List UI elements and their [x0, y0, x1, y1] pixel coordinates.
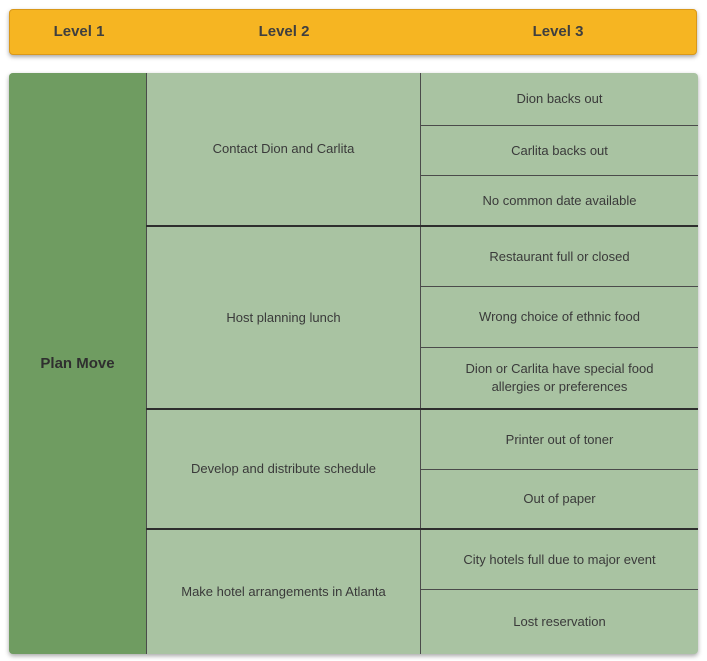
level-3-cell: Out of paper	[523, 491, 596, 506]
header-level-3: Level 3	[532, 23, 584, 40]
level-2-cell: Contact Dion and Carlita	[212, 141, 355, 156]
level-3-cell: Lost reservation	[513, 614, 606, 629]
level-2-cell: Host planning lunch	[226, 309, 341, 325]
level-2-cell: Make hotel arrangements in Atlanta	[181, 584, 386, 599]
header-bar	[9, 9, 697, 55]
level-1-cell: Plan Move	[9, 73, 146, 654]
level-3-cell: Dion or Carlita have special food allergies or preferences	[465, 361, 654, 394]
level-3-cell: City hotels full due to major event	[463, 551, 656, 567]
level-3-cell: Printer out of toner	[505, 431, 614, 447]
level-3-cell: Dion backs out	[516, 91, 603, 106]
level-3-cell: Restaurant full or closed	[489, 248, 630, 264]
level-3-cell: Wrong choice of ethnic food	[479, 309, 640, 324]
level-2-cell: Develop and distribute schedule	[190, 461, 376, 476]
level-3-cell: No common date available	[482, 192, 637, 208]
wbs-table	[9, 73, 698, 654]
header-level-1: Level 1	[53, 23, 105, 40]
header-level-2: Level 2	[258, 23, 310, 40]
level-3-cell: Carlita backs out	[511, 142, 608, 158]
